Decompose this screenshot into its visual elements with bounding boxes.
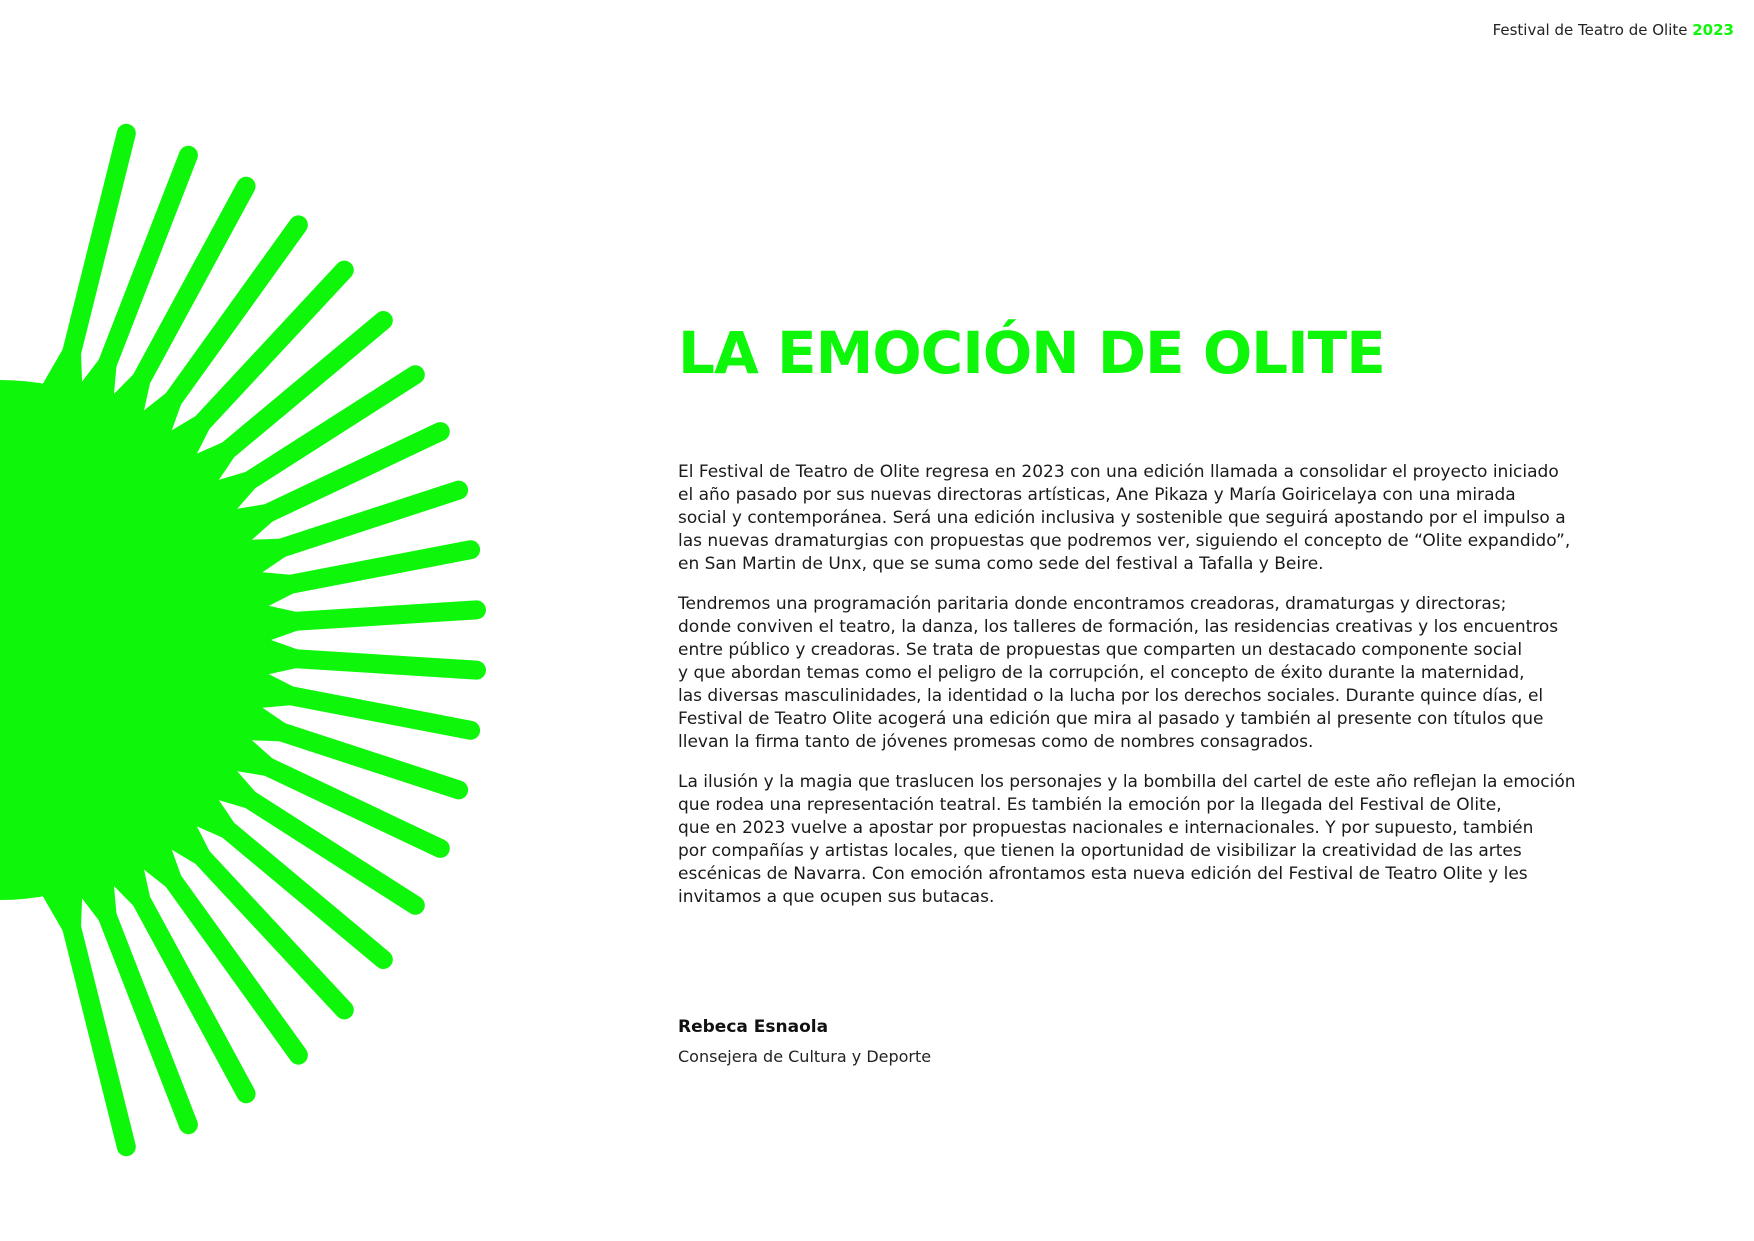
signature-name: Rebeca Esnaola: [678, 1017, 829, 1037]
page-header: [1493, 21, 1734, 39]
signature-role: Consejera de Cultura y Deporte: [678, 1047, 932, 1066]
text-line: La ilusión y la magia que traslucen los personajes y la bombilla del cartel de este año reflejan la emoción: [678, 772, 1576, 792]
text-line: que en 2023 vuelve a apostar por propuestas nacionales e internacionales. Y por supuesto, también: [678, 818, 1534, 838]
text-line: entre público y creadoras. Se trata de propuestas que comparten un destacado componente social: [678, 640, 1523, 660]
text-line: Festival de Teatro Olite acogerá una edición que mira al pasado y también al presente con títulos que: [678, 709, 1544, 729]
text-line: donde conviven el teatro, la danza, los talleres de formación, las residencias creativas y los encuentros: [678, 617, 1559, 637]
paragraph: [678, 771, 1576, 909]
body-text: [678, 461, 1576, 926]
festival-name: Festival de Teatro de Olite: [1492, 21, 1688, 39]
text-line: por compañías y artistas locales, que tienen la oportunidad de visibilizar la creatividad de las artes: [678, 841, 1522, 861]
paragraph: [678, 593, 1558, 754]
text-line: social y contemporánea. Será una edición inclusiva y sostenible que seguirá apostando por el impulso a: [678, 508, 1566, 528]
text-line: las nuevas dramaturgias con propuestas que podremos ver, siguiendo el concepto de “Olite expandido”,: [678, 531, 1571, 551]
paragraph: [678, 461, 1571, 576]
festival-year: 2023: [1692, 21, 1734, 39]
text-line: y que abordan temas como el peligro de la corrupción, el concepto de éxito durante la maternidad,: [678, 663, 1525, 683]
text-line: Tendremos una programación paritaria donde encontramos creadoras, dramaturgas y directoras;: [678, 594, 1507, 614]
text-line: invitamos a que ocupen sus butacas.: [678, 887, 995, 907]
page-title: LA EMOCIÓN DE OLITE: [678, 319, 1385, 387]
sunburst-ray-base: [32, 865, 83, 960]
text-line: que rodea una representación teatral. Es también la emoción por la llegada del Festival de Olite,: [678, 795, 1502, 815]
text-line: llevan la firma tanto de jóvenes promesas como de nombres consagrados.: [678, 732, 1314, 752]
text-line: El Festival de Teatro de Olite regresa en 2023 con una edición llamada a consolidar el proyecto iniciado: [678, 462, 1559, 482]
text-line: el año pasado por sus nuevas directoras artísticas, Ane Pikaza y María Goiricelaya con una mirada: [678, 485, 1516, 505]
text-line: escénicas de Navarra. Con emoción afrontamos esta nueva edición del Festival de Teatro Olite y les: [678, 864, 1528, 884]
sunburst-icon: [0, 0, 560, 1241]
text-line: en San Martin de Unx, que se suma como sede del festival a Tafalla y Beire.: [678, 554, 1324, 574]
signature-block: [678, 1015, 931, 1068]
text-line: las diversas masculinidades, la identidad o la lucha por los derechos sociales. Durante quince días, el: [678, 686, 1544, 706]
